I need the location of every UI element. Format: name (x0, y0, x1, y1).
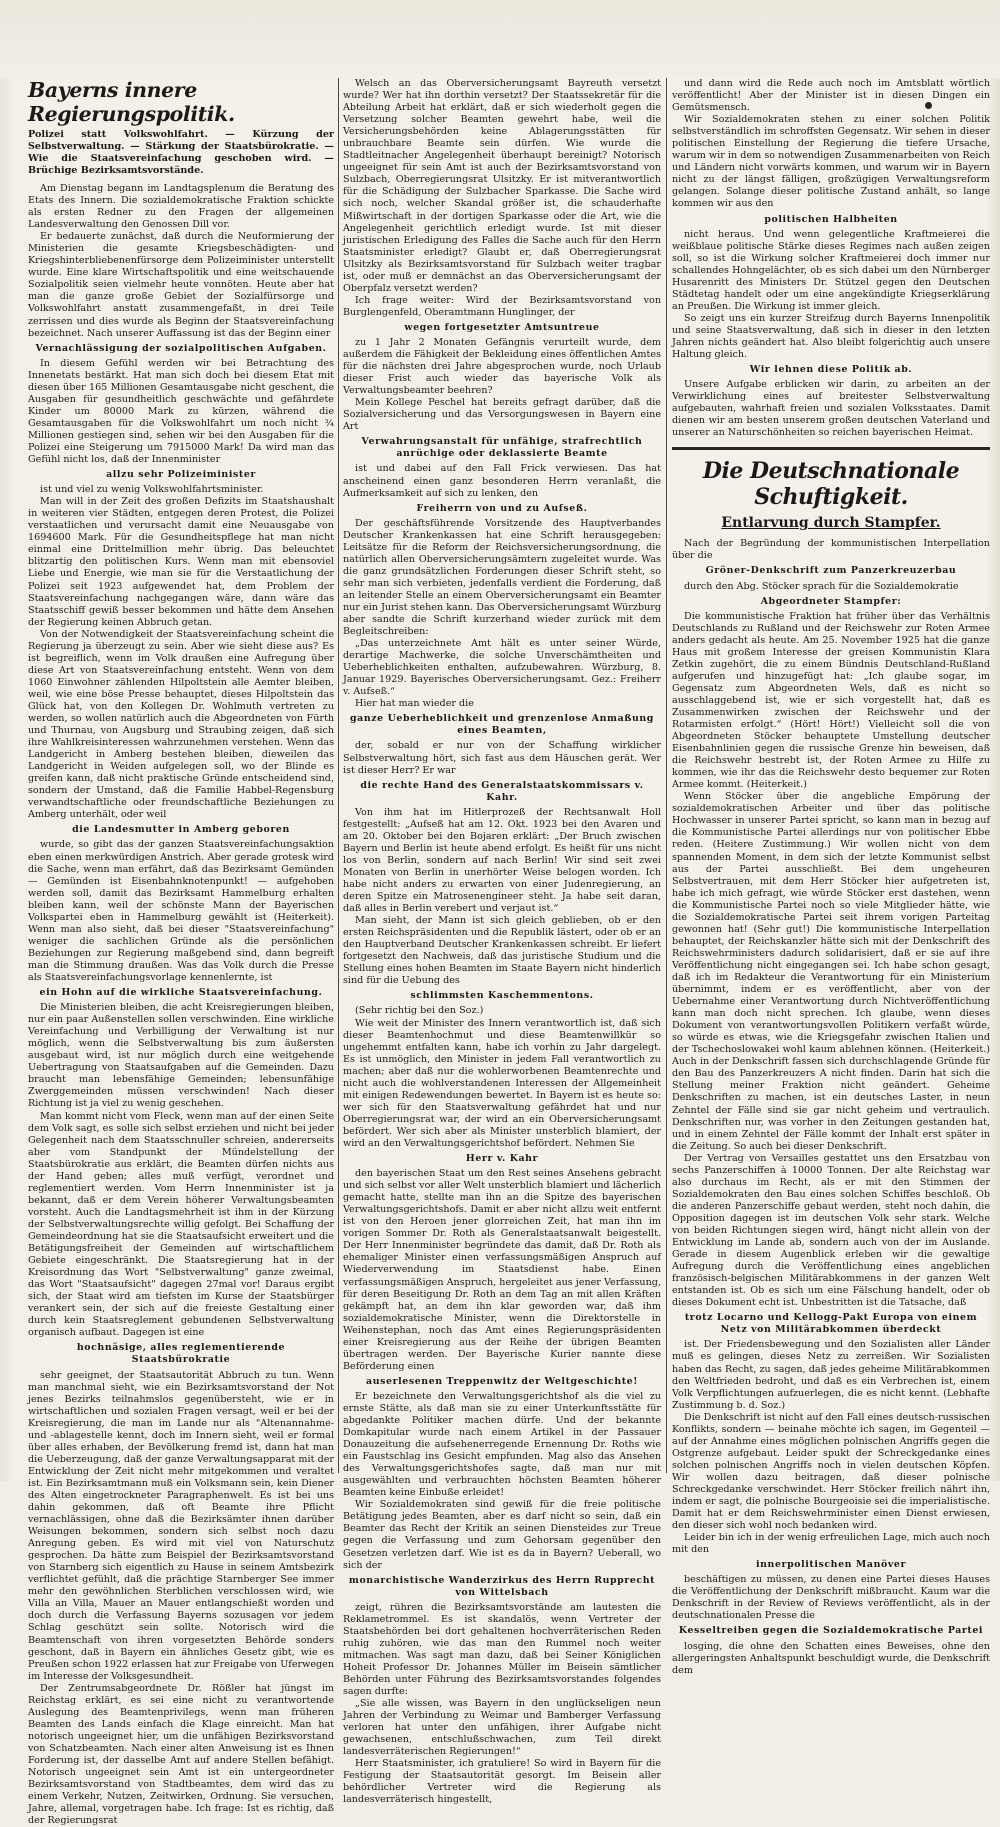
article-body-1 (28, 183, 334, 1827)
paragraph: Der Zentrumsabgeordnete Dr. Rößler hat jüngst im Reichstag erklärt, es sei eine nicht zu verantwortende Auslegung des Beamtenprivilegs, wenn man früheren Beamten des Lands einfach die Klage einreicht. Man hat notorisch ungeeignet hier, um die unfähigen Bezirksvorstand von Schatzbeamten. Nach einer alten Anweisung ist es Ihnen Forderung ist, der dasselbe Amt auf andere Stellen befähigt. Notorisch ungeeignet sein Amt ist ein untergeordneter Bezirksamtsvorstand von Stadtbeamtes, dem wird das zu einem Verkehr, Nutzen, Zeitwirken, Ordnung. Sie versuchen, Jahre, allemal, vorgetragen habe. Ich frage: Ist es richtig, daß der Regierungsrat (28, 1682, 334, 1827)
paragraph: So zeigt uns ein kurzer Streifzug durch Bayerns Innenpolitik und seine Staatsverwaltung, daß sich in dieser in den letzten Jahren nichts geändert hat. Also bleibt folgerichtig auch unsere Haltung gleich. (672, 312, 990, 361)
column-rule-1 (338, 78, 339, 1473)
headline-deck: Polizei statt Volkswohlfahrt. — Kürzung der Selbstverwaltung. — Stärkung der Staatsbürokratie. — Wie die Staatsvereinfachung geschoben wird. — Brüchige Bezirksamtsvorstände. (28, 129, 334, 176)
paragraph: Man sieht, der Mann ist sich gleich geblieben, ob er den ersten Reichspräsidenten und die Republik lästert, oder ob er an den Hauptverband Deutscher Krankenkassen schreibt. Er liefert fortgesetzt den Nachweis, daß das juristische Studium und die Stellung eines hohen Beamten im Staate Bayern nicht hinderlich sind für die Uebung des (343, 915, 661, 987)
paragraph: Von ihm hat im Hitlerprozeß der Rechtsanwalt Holl festgestellt: „Aufseß hat am 12. Okt. 1923 bei den Avaren und am 20. Oktober bei den Bojaren erklärt: „Der Bruch zwischen Bayern und Berlin ist heute abend erfolgt. Es heißt für uns nicht los von Berlin, sondern auf nach Berlin! Wir sind seit zwei Monaten von Berlin in unerhörter Weise belogen worden. Ich habe nicht anders zu erwarten von einer Judenregierung, an deren Spitze ein Matrosenengineer steht. Ja habe seit daran, daß alles in Berlin verebert und verjaut ist.“ (343, 806, 661, 915)
section-heading: auserlesenen Treppenwitz der Weltgeschichte! (366, 1375, 638, 1387)
section-heading: Vernachlässigung der sozialpolitischen Aufgaben. (35, 342, 327, 354)
paragraph: Wir Sozialdemokraten sind gewiß für die freie politische Betätigung jedes Beamten, aber es darf nicht so sein, daß ein Beamter das Recht der Kritik an seinen Diensteides zur Treue gegen die Verfassung und zum Gehorsam gegenüber den Gesetzen verletzen darf. Wie ist es da in Bayern? Ueberall, wo sich der (343, 1499, 661, 1571)
paragraph: „Sie alle wissen, was Bayern in den unglückseligen neun Jahren der Verbindung zu Weimar und Bamberger Verfassung verloren hat unter den unfähigen, ihrer Aufgabe nicht gewachsenen, entschlußschwachen, zum Teil direkt landesverräterischen Regierungen!“ (343, 1698, 661, 1758)
headline-bayerns-innere-regierungspolitik: Bayerns innere Regierungspolitik. (28, 78, 235, 126)
paragraph: wurde, so gibt das der ganzen Staatsvereinfachungsaktion eben einen merkwürdigen Anstrich. Aber gerade grotesk wird die Sache, wenn man erfährt, daß das Bezirksamt Gemünden — Gemünden ist Eisenbahnknotenpunkt! — aufgehoben werden soll, damit das Bezirksamt Hammelburg erhalten bleiben kann, weil der schönste Mann der Bayerischen Volkspartei eben in Hammelburg gewählt ist (Heiterkeit). Wenn man also sieht, daß bei dieser "Staatsvereinfachung" weniger die sachlichen Gründe als die persönlichen Beziehungen zur Regierung maßgebend sind, dann begreift man die Stimmung draußen. Was das Volk durch die Presse als Staatsvereinfachungsvorlage kennenlernte, ist (28, 839, 334, 983)
section-heading: Herr v. Kahr (465, 1153, 539, 1165)
headline-deutschnationale-schuftigkeit: Die Deutschnationale Schuftigkeit. (702, 458, 960, 511)
paragraph: ist und viel zu wenig Volkswohlfahrtsminister. (40, 484, 264, 496)
paragraph: Unsere Aufgabe erblicken wir darin, zu arbeiten an der Verwirklichung eines auf breitester Selbstverwaltung aufgebauten, wahrhaft freien und sozialen Volksstaates. Damit dienen wir am besten unserem großen deutschen Vaterland und unserer an Naturschönheiten so reichen bayerischen Heimat. (672, 379, 990, 439)
paragraph: In diesem Gefühl werden wir bei Betrachtung des Innenetats bestärkt. Hat man sich doch bei diesem Etat mit diesen über 165 Millionen Gesamtausgabe nicht geschent, die Ausgaben für gesundheitlich geschwächte und gefährdete Kinder um 80000 Mark zu kürzen, während die Gesamtausgaben für die Volkswohlfahrt um noch nicht ¾ Millionen gestiegen sind, sehen wir bei den Ausgaben für die Polizei eine Steigerung um 7915000 Mark! Da wird man das Gefühl nicht los, daß der Innenminister (28, 357, 334, 466)
paragraph: Welsch an das Oberversicherungsamt Bayreuth versetzt wurde? Wer hat ihn dorthin versetzt? Der Staatssekretär für die Abteilung Arbeit hat erklärt, daß er sich wiederholt gegen die Versetzung solcher Beamten gewehrt habe, weil die Versicherungsbehörden keine Ablagerungsstätten für unbrauchbare Beamte sein dürfen. Wie wurde die Stadtleitnacher Angelegenheit überhaupt bereinigt? Notorisch ungeeignet für sein Amt ist auch der Bezirksamtsvorstand von Sulzbach, Oberregierungsrat Ulsitzky. Er ist mitverantwortlich für die Schädigung der Sulzbacher Sparkasse. Die Sache wird sich noch, welcher Skandal größer ist, die schauderhafte Mißwirtschaft in der dortigen Sparkasse oder die Art, wie die Angelegenheit gerichtlich erledigt wurde. Ist mit dieser juristischen Erledigung des Falles die Sache auch für den Herrn Staatsminister erledigt? Glaubt er, daß Oberregierungsrat Ulsitzky als Bezirksamtsvorstand für Sulzbach weiter tragbar ist, oder muß er demnächst an das Oberversicherungsamt der Oberpfalz versetzt werden? (343, 78, 661, 294)
paragraph: Man kommt nicht vom Fleck, wenn man auf der einen Seite dem Volk sagt, es solle sich selbst erziehen und nicht bei jeder Gelegenheit nach dem Staatsschnuller schreien, andererseits aber vom Standpunkt der Mündelstellung der Staatsbürokratie aus erklärt, die Beamten dürfen nichts aus der Hand geben; alles muß verfügt, verordnet und reglementiert werden. Vom Herrn Innenminister ist ja bekannt, daß er dem Verein höherer Verwaltungsbeamten vorsteht. Auch die Landtagsmehrheit ist ihm in der Kürzung der Selbstverwaltungsrechte willig gefolgt. Bei Schaffung der Gemeindeordnung hat sie die Staatsaufsicht erweitert und die Betätigungsfreiheit der Gemeinden auf wirtschaftlichem Gebiete eingeschränkt. Die Staatsregierung hat in der Kreisordnung das Wort "Selbstverwaltung" ganze zweimal, das Wort "Staatsaufsicht" dagegen 27mal vor! Daraus ergibt sich, der Staat wird am tiefsten im Kurse der Staatsbürger verankert sein, der sich auf die freieste Gestaltung einer durch kein Staatsreglement gebundenen Selbstverwaltung organisch aufbaut. Dagegen ist eine (28, 1110, 334, 1339)
section-heading: Verwahrungsanstalt für unfähige, strafrechtlich anrüchige oder deklassierte Beamte (361, 436, 643, 460)
section-heading: wegen fortgesetzter Amtsuntreue (404, 321, 600, 333)
paragraph: ist. Der Friedensbewegung und den Sozialisten aller Länder muß es gelingen, dieses Netz zu zerreißen. Wir Sozialisten haben das Recht, zu sagen, daß jedes geheime Militärabkommen den Weltfrieden bedroht, und daß es ein Verbrechen ist, einem Volk Verpflichtungen aufzuerlegen, die es nicht kennt. (Lebhafte Zustimmung b. d. Soz.) (672, 1339, 990, 1411)
paragraph: Die Denkschrift ist nicht auf den Fall eines deutsch-russischen Konflikts, sondern — beinahe möchte ich sagen, im Gegenteil — auf der Annahme eines möglichen polnischen Angriffs gegen die Ostgrenze aufgebaut. Leider spukt der Schreckgedanke eines solchen polnischen Angriffs noch in vielen deutschen Köpfen. Wir wollen dazu beitragen, daß dieser polnische Schreckgedanke verschwindet. Herr Stöcker freilich nährt ihn, indem er sagt, die polnische Bourgeoisie sei die imperialistische. Damit hat er dem Reichswehrminister einen Dienst erwiesen, den dieser sich wohl noch bedanken wird. (672, 1411, 990, 1532)
article-body-3-top (672, 78, 990, 439)
paragraph: Nach der Begründung der kommunistischen Interpellation über die (672, 538, 990, 562)
section-heading: Wir lehnen diese Politik ab. (749, 364, 913, 376)
paragraph: Wenn Stöcker über die angebliche Empörung der sozialdemokratischen Arbeiter und über das politische Hochwasser in unserer Partei spricht, so kann man in bezug auf die Kommunistische Partei allerdings nur von politischer Ebbe reden. (Heitere Zustimmung.) Wir wollen nicht von dem spannenden Moment, in dem sich der letzte Kommunist selbst aus der Partei ausschließt. Bei dem ungeheuren Selbstvertrauen, mit dem Herr Stöcker hier aufgetreten ist, habe ich mich gefragt, wie würde Stöcker erst dastehen, wenn die Kommunistische Partei noch so viele Mitglieder hätte, wie die Sozialdemokratische Partei seit ihrem vorigen Parteitag gewonnen hat! (Sehr gut!) Die kommunistische Interpellation behauptet, der Reichskanzler hätte sich mit der Denkschrift des Reichswehrministers dadurch solidarisiert, daß er sie auf ihre Veröffentlichung nicht eingegangen sei. Ich habe schon gesagt, daß ich im Redakteur die Verantwortung für ein Ministerium übernimmt, indem er es veröffentlicht, aber von der Uebernahme einer Verantwortung durch Nichtveröffentlichung kann man doch nicht sprechen. Ich glaube, wenn dieses Dokument von verantwortungsvollen Politikern verfaßt würde, so würde es etwas, wie die Kriegsgefahr zwischen Italien und der Tschechoslowakei wohl kaum ablehnen können. (Heiterkeit.) Auch in der Denkschrift fassen sich durchschlagende Gründe für den Bau des Panzerkreuzers A nicht finden. Darin hat sich die Stellung meiner Fraktion nicht geändert. Geheime Denkschriften zu machen, ist ein deutsches Laster, in neun Zehntel der Fälle sind sie gar nicht geheim und vertraulich. Denkschriften nur, was vorher in den Zeitungen gestanden hat, und in einem Zehntel der Fälle kommt der Inhalt erst später in die Zeitung. So auch bei dieser Denkschrift. (672, 791, 990, 1152)
paragraph: Am Dienstag begann im Landtagsplenum die Beratung des Etats des Innern. Die sozialdemokratische Fraktion schickte als ersten Redner zu den Fragen der allgemeinen Landesverwaltung den Genossen Dill vor. (28, 183, 334, 231)
section-heading: allzu sehr Polizeiminister (106, 469, 256, 481)
paragraph: Er bezeichnete den Verwaltungsgerichtshof als die viel zu ernste Stätte, als daß man sie zu einer Unterkunftsstätte für abgedankte Politiker machen dürfe. Und der bekannte Domkapitular wurde nach einem Artikel in der Passauer Donauzeitung die aufsehenerregende Ernennung Dr. Roths wie ein Faustschlag ins Gesicht empfunden. Mag also das Ansehen des Verwaltungsgerichtshofes sagte, daß man nur mit ausgewählten und verbrauchten höchsten Beamten höherer Beamten keine Einbuße erleidet! (343, 1390, 661, 1499)
paragraph: durch den Abg. Stöcker sprach für die Sozialdemokratie (684, 580, 959, 592)
paragraph: Der geschäftsführende Vorsitzende des Hauptverbandes Deutscher Krankenkassen hat eine Schrift herausgegeben: Leitsätze für die Reform der Reichsversicherungsordnung, die natürlich allen Oberversicherungsämtern zugeleitet wurde. Was die ganz grundsätzlichen Forderungen dieser Schrift steht, so sehr man sich verbieten, jedenfalls verdient die Forderung, daß an leitender Stelle an einem Oberversicherungsamt ein Beamter nur ein Jurist stehen kann. Das Oberversicherungsamt Würzburg aber sandte die Schrift kurzerhand wieder zurück mit dem Begleitschreiben: (343, 517, 661, 638)
section-heading: schlimmsten Kaschemmentons. (410, 990, 594, 1002)
section-heading: politischen Halbheiten (764, 213, 898, 225)
paragraph: sehr geeignet, der Staatsautorität Abbruch zu tun. Wenn man manchmal sieht, wie ein Bezirksamtsvorstand der Not jenes Bezirks teilnahmslos gegenübersteht, wie er in wirtschaftlichen und sozialen Fragen versagt, weil er bei der Kreisregierung, die man im Lande nur als "Altenannahme- und -ablagestelle kennt, doch im Innern sieht, weil er formal über alles erhaben, der Bevölkerung fremd ist, dann hat man die Ueberzeugung, daß der ganze Verwaltungsapparat mit der Entwicklung der Zeit nicht mehr mitgekommen und veraltet ist. Ein Bezirksamtmann muß ein Volksmann sein, kein Diener des Alten eingetrockneter Paragraphenwelt. Es ist bei uns dahin gekommen, daß oft Beamte ihre Pflicht vernachlässigen, ohne daß die Bezirksämter ihnen darüber Weisungen bekommen, sondern sich selbst noch dazu Anregung geben. Es wird mit viel von Naturschutz gesprochen. Da hätte zum Beispiel der Bezirksamtsvorstand von Starnberg sich eigentlich zu Hause in seinem Amtsbezirk verflichtet gefühlt, daß die prächtige Starnberger See immer mehr den gewöhnlichen Sterblichen verschlossen wird, wie Villa an Villa, Mauer an Mauer entlangschießt worden und doch durch die Verfassung Bayerns sozusagen vor jedem Schlag geschützt sein sollte. Notorisch wird die Beamtenschaft von ihren vorgesetzten Behörde sonders geschont, daß in Bayern ein ähnliches Gesetz gibt, wie es Preußen schon 1922 erlassen hat zur Freigabe von Uferwegen im Interesse der Volksgesundheit. (28, 1369, 334, 1682)
section-heading: die rechte Hand des Generalstaatskommissars v. Kahr. (360, 779, 644, 803)
section-heading: ganze Ueberheblichkeit und grenzenlose Anmaßung eines Beamten, (350, 713, 654, 737)
subheadline-entlarvung: Entlarvung durch Stampfer. (721, 515, 941, 532)
paragraph: zu 1 Jahr 2 Monaten Gefängnis verurteilt wurde, dem außerdem die Fähigkeit der Bekleidung eines öffentlichen Amtes für die nächsten drei Jahre abgesprochen wurde, noch Urlaub dieser Frist auch wieder das bayerische Volk als Verwaltungsbeamter beehren? (343, 336, 661, 397)
paragraph: losging, die ohne den Schatten eines Beweises, ohne den allergeringsten Anhaltspunkt beschuldigt wurde, die Denkschrift dem (672, 1640, 990, 1676)
paragraph: Wir Sozialdemokraten stehen zu einer solchen Politik selbstverständlich im schroffsten Gegensatz. Wir sehen in dieser politischen Einstellung der Regierung die tiefere Ursache, warum wir in dem so notwendigen Zusammenarbeiten von Reich und Ländern nicht vorwärts kommen, und warum wir in Bayern nicht zu der längst fälligen, großzügigen Verwaltungsreform gelangen. Solange dieser politische Zustand anhält, so lange kommen wir aus den (672, 114, 990, 210)
paragraph: den bayerischen Staat um den Rest seines Ansehens gebracht und sich selbst vor aller Welt unsterblich blamiert und lächerlich gemacht hatte, stellte man ihn an die Spitze des bayerischen Verwaltungsgerichtshofs. Damit er aber nicht allzu weit entfernt ist von den Heroen jener glorreichen Zeit, hat man ihn im vorigen Sommer Dr. Roth als Generalstaatsanwalt beigestellt. Der Herr Innenminister begründete das damit, daß Dr. Roth als ehemaliger Minister einen verfassungsmäßigen Anspruch auf Wiederverwendung im Staatsdienst habe. Einen verfassungsmäßigen Anspruch, hergeleitet aus jener Verfassung, für deren Beseitigung Dr. Roth an dem Tag an mit allen Kräften gekämpft hat, an dem ihn klar geworden war, daß ihm sozialdemokratische Minister, wenn die Direktorstelle in Weihenstephan, noch das Amt eines Regierungspräsidenten einer Kreisregierung aus der Reihe der übrigen Beamten übertragen werden. Der Bayerische Kurier nannte diese Beförderung einen (343, 1168, 661, 1372)
column-2 (343, 78, 661, 1806)
paragraph: Mein Kollege Peschel hat bereits gefragt darüber, daß die Sozialversicherung und das Versorgungswesen in Bayern eine Art (343, 397, 661, 433)
article-body-2 (343, 78, 661, 1807)
paragraph: Ich frage weiter: Wird der Bezirksamtsvorstand von Burglengenfeld, Oberamtmann Hunglinger, der (343, 294, 661, 318)
paragraph: Man will in der Zeit des großen Defizits im Staatshaushalt in weiteren vier Städten, entgegen deren Protest, die Polizei verstaatlichen und verursacht damit eine Neuausgabe von 1694600 Mark. Für die Gesundheitspflege hat man nicht einmal eine Drittelmillion mehr übrig. Das beleuchtet blitzartig den politischen Kurs. Wenn man mit ebensoviel Liebe und Energie, wie man sie für die Verstaatlichung der Polizei seit 1923 aufgewendet hat, dem Problem der Staatsvereinfachung nachgegangen wäre, dann wäre das Staatsschiff gewiß besser bekommen und hätte dem Ansehen der Regierung keinen Abbruch getan. (28, 496, 334, 628)
column-1 (28, 78, 334, 1827)
paragraph: Leider bin ich in der wenig erfreulichen Lage, mich auch noch mit den (672, 1532, 990, 1556)
section-heading: monarchistische Wanderzirkus des Herrn Rupprecht von Wittelsbach (348, 1574, 656, 1598)
paragraph: Die Ministerien bleiben, die acht Kreisregierungen bleiben, nur ein paar Außenstellen sollen verschwinden. Eine wirkliche Vereinfachung und Verbilligung der Verwaltung ist nur möglich, wenn die Selbstverwaltung bis zum äußersten ausgebaut wird, ist nur möglich durch eine weitgehende Uebertragung von Staatsaufgaben auf die Gemeinden. Dazu braucht man lebensfähige Gemeinden; lebensunfähige Zwerggemeinden müssen verschwinden! Nach dieser Richtung ist ja viel zu wenig geschehen. (28, 1002, 334, 1110)
section-heading: Freiherrn von und zu Aufseß. (416, 502, 588, 514)
article-body-3-bottom (672, 538, 990, 1676)
paragraph: Der Vertrag von Versailles gestattet uns den Ersatzbau von sechs Panzerschiffen à 10000 Tonnen. Der alte Reichstag war also durchaus im Recht, als er mit den Stimmen der Sozialdemokraten den Bau eines solchen Schiffes beschloß. Ob die anderen Panzerschiffe gebaut werden, steht noch dahin, die Opposition dagegen ist im deutschen Volk sehr stark. Welche von beiden Richtungen siegen wird, hängt nicht allein von der Entwicklung im Lande ab, sondern auch von der im Auslande. Gerade in diesem Augenblick erleben wir die gewaltige Aufregung durch die Veröffentlichung eines angeblichen französisch-belgischen Militärabkommens in der ganzen Welt entstanden ist. Ob es sich um eine Fälschung handelt, oder ob dieses Dokument echt ist. Unbestritten ist die Tatsache, daß (672, 1152, 990, 1309)
section-heading: Abgeordneter Stampfer: (760, 595, 902, 607)
paragraph: „Das unterzeichnete Amt hält es unter seiner Würde, derartige Machwerke, die solche Unverschämtheiten und Ueberheblichkeiten enthalten, aufzubewahren. Würzburg, 8. Januar 1929. Bayerisches Oberversicherungsamt. Gez.: Freiherr v. Aufseß.“ (343, 638, 661, 698)
paragraph: Wie weit der Minister des Innern verantwortlich ist, daß sich dieser Beamtenhochmut und diese Beamtenwillkür so ungehemmt entfalten kann, habe ich vorhin zu Jahr dargelegt. Es ist unmöglich, den Minister in jedem Fall verantwortlich zu machen; aber daß nur die wohlerworbenen Beamtenrechte und nicht auch die wohlverstandenen Interessen der Allgemeinheit mit einigen Redewendungen bewertet. In Bayern ist es heute so: wer sich für den Staatsverwaltung gefährdet hat und nur Oberregierungsrat war, der wird an ein Oberversicherungsamt befördert. Wer sich aber als Minister unsterblich blamiert, der wird an den Verwaltungsgerichtshof befördert. Nehmen Sie (343, 1017, 661, 1149)
article-separator (672, 447, 990, 450)
paragraph: zeigt, rühren die Bezirksamtsvorstände am lautesten die Reklametrommel. Es ist skandalös, wenn Vertreter der Staatsbehörden bei dort gehaltenen hochverräterischen Reden ruhig zuhören, wie das man den Rummel noch weiter mitmachen. Was sagt man dazu, daß bei Seiner Königlichen Hoheit Professor Dr. Johannes Müller im Beisein sämtlicher Behörden unter Führung des Bezirksamtsvorstandes folgendes sagen durfte: (343, 1601, 661, 1698)
paragraph: Herr Staatsminister, ich gratuliere! So wird in Bayern für die Festigung der Staatsautorität gesorgt. Im Beisein aller behördlicher Vertreter wird die Regierung als landesverräterisch hingestellt, (343, 1758, 661, 1806)
top-margin (0, 0, 1000, 78)
section-heading: trotz Locarno und Kellogg-Pakt Europa von einem Netz von Militärabkommen überdeckt (684, 1312, 978, 1336)
section-heading: innerpolitischen Manöver (755, 1559, 907, 1571)
paragraph: der, sobald er nur von der Schaffung wirklicher Selbstverwaltung hört, sich fast aus dem Häuschen gerät. Wer ist dieser Herr? Er war (343, 740, 661, 776)
section-heading: Gröner-Denkschrift zum Panzerkreuzerbau (705, 565, 957, 577)
paragraph: Er bedauerte zunächst, daß durch die Neuformierung der Ministerien die gesamte Kriegsbeschädigten- und Kriegshinterbliebenenfürsorge dem Polizeiminister unterstellt wurde. Eine klare Wirtschaftspolitik und eine weitschauende Sozialpolitik seien vielmehr heute vonnöten. Heute aber hat man die ganze große Gebiet der Sozialfürsorge und Volkswohlfahrt anstatt zusammengefaßt, in drei Teile zerrissen und dies wurde als Beginn der Staatsvereinfachung bezeichnet. Nach unserer Auffassung ist das der Beginn einer (28, 231, 334, 339)
section-heading: die Landesmutter in Amberg geboren (72, 824, 290, 836)
section-heading: ein Hohn auf die wirkliche Staatsvereinfachung. (39, 987, 323, 999)
column-rule-2 (666, 78, 667, 1473)
paragraph: beschäftigen zu müssen, zu denen eine Partei dieses Hauses die Veröffentlichung der Denkschrift mißbraucht. Kaum war die Denkschrift in der Review of Reviews veröffentlicht, als in der deutschnationalen Presse die (672, 1574, 990, 1622)
section-heading: hochnäsige, alles reglementierende Staatsbürokratie (76, 1342, 286, 1366)
section-heading: Kesseltreiben gegen die Sozialdemokratische Partei (678, 1625, 984, 1637)
paragraph: Hier hat man wieder die (355, 698, 474, 710)
paragraph: und dann wird die Rede auch noch im Amtsblatt wörtlich veröffentlicht! Aber der Minister ist in diesen Dingen ein Gemütsmensch. (672, 78, 990, 114)
paragraph: nicht heraus. Und wenn gelegentliche Kraftmeierei die weißblaue politische Stärke dieses Regimes nach außen zeigen soll, so ist die Wirkung solcher Kraftmeierei doch immer nur schallendes Hohngelächter, ob es sich dabei um den Nürnberger Husarenritt des Ministers Dr. Stützel gegen den Deutschen Städtetag handelt oder um eine angekündigte Kriegserklärung an Preußen. Die Wirkung ist immer gleich. (672, 228, 990, 312)
paragraph: Von der Notwendigkeit der Staatsvereinfachung scheint die Regierung ja überzeugt zu sein. Aber wie sieht diese aus? Es ist begreiflich, wenn im Volk draußen eine Aufregung über diese Art von Staatsvereinfachung entsteht. Wenn von dem 1060 Einwohner zählenden Hilpoltstein alle Aemter bleiben, weil, wie eine böse Presse behauptet, dieses Hilpoltstein das Glück hat, von den Kollegen Dr. Wohlmuth vertreten zu werden, so wollen natürlich auch die Abgeordneten von Fürth und Thurnau, von Augsburg und Straubing zeigen, daß sich ihre Wahlkreisinteressen wahrzunehmen verstehen. Wenn das Landgericht in Amberg bestehen bleiben, dieweilen das Landgericht in Weiden aufgelegen soll, wo der Blinde es greifen kann, daß nicht praktische Gründe entscheidend sind, sondern der Umstand, daß die Familie Habbel-Regensburg verwandtschaftliche oder freundschaftliche Beziehungen zu Amberg unterhält, oder weil (28, 628, 334, 821)
column-3 (672, 78, 990, 1676)
paragraph: ist und dabei auf den Fall Frick verwiesen. Das hat anscheinend einen ganz besonderen Herrn veranlaßt, die Aufmerksamkeit auf sich zu lenken, den (343, 463, 661, 499)
paragraph: Die kommunistische Fraktion hat früher über das Verhältnis Deutschlands zu Rußland und der Reichswehr zur Roten Armee anders gedacht als heute. Am 25. November 1925 hat die ganze Haus mit großem Interesse der greisen Kommunistin Klara Zetkin zugehört, die zu einem Bündnis Deutschland-Rußland aufgerufen und hinzugefügt hat: „Ich glaube sogar, im Gegensatz zum Abgeordneten Wels, daß es nicht so ausschlaggebend ist, wie er sich vorgestellt hat, daß es Zusammenwirken zwischen der Reichswehr und der Rotarmisten erfolgt.“ (Hört! Hört!) Vielleicht soll die von Abgeordneten Stöcker behauptete Umstellung deutscher Eisenbahnlinien gegen die russische Grenze hin beweisen, daß die Reichswehr bestrebt ist, der Roten Armee zu Hilfe zu kommen, wie ihr das die Reichswehr desto bequemer zur Roten Armee kommt. (Heiterkeit.) (672, 610, 990, 791)
paragraph: (Sehr richtig bei den Soz.) (355, 1005, 484, 1017)
